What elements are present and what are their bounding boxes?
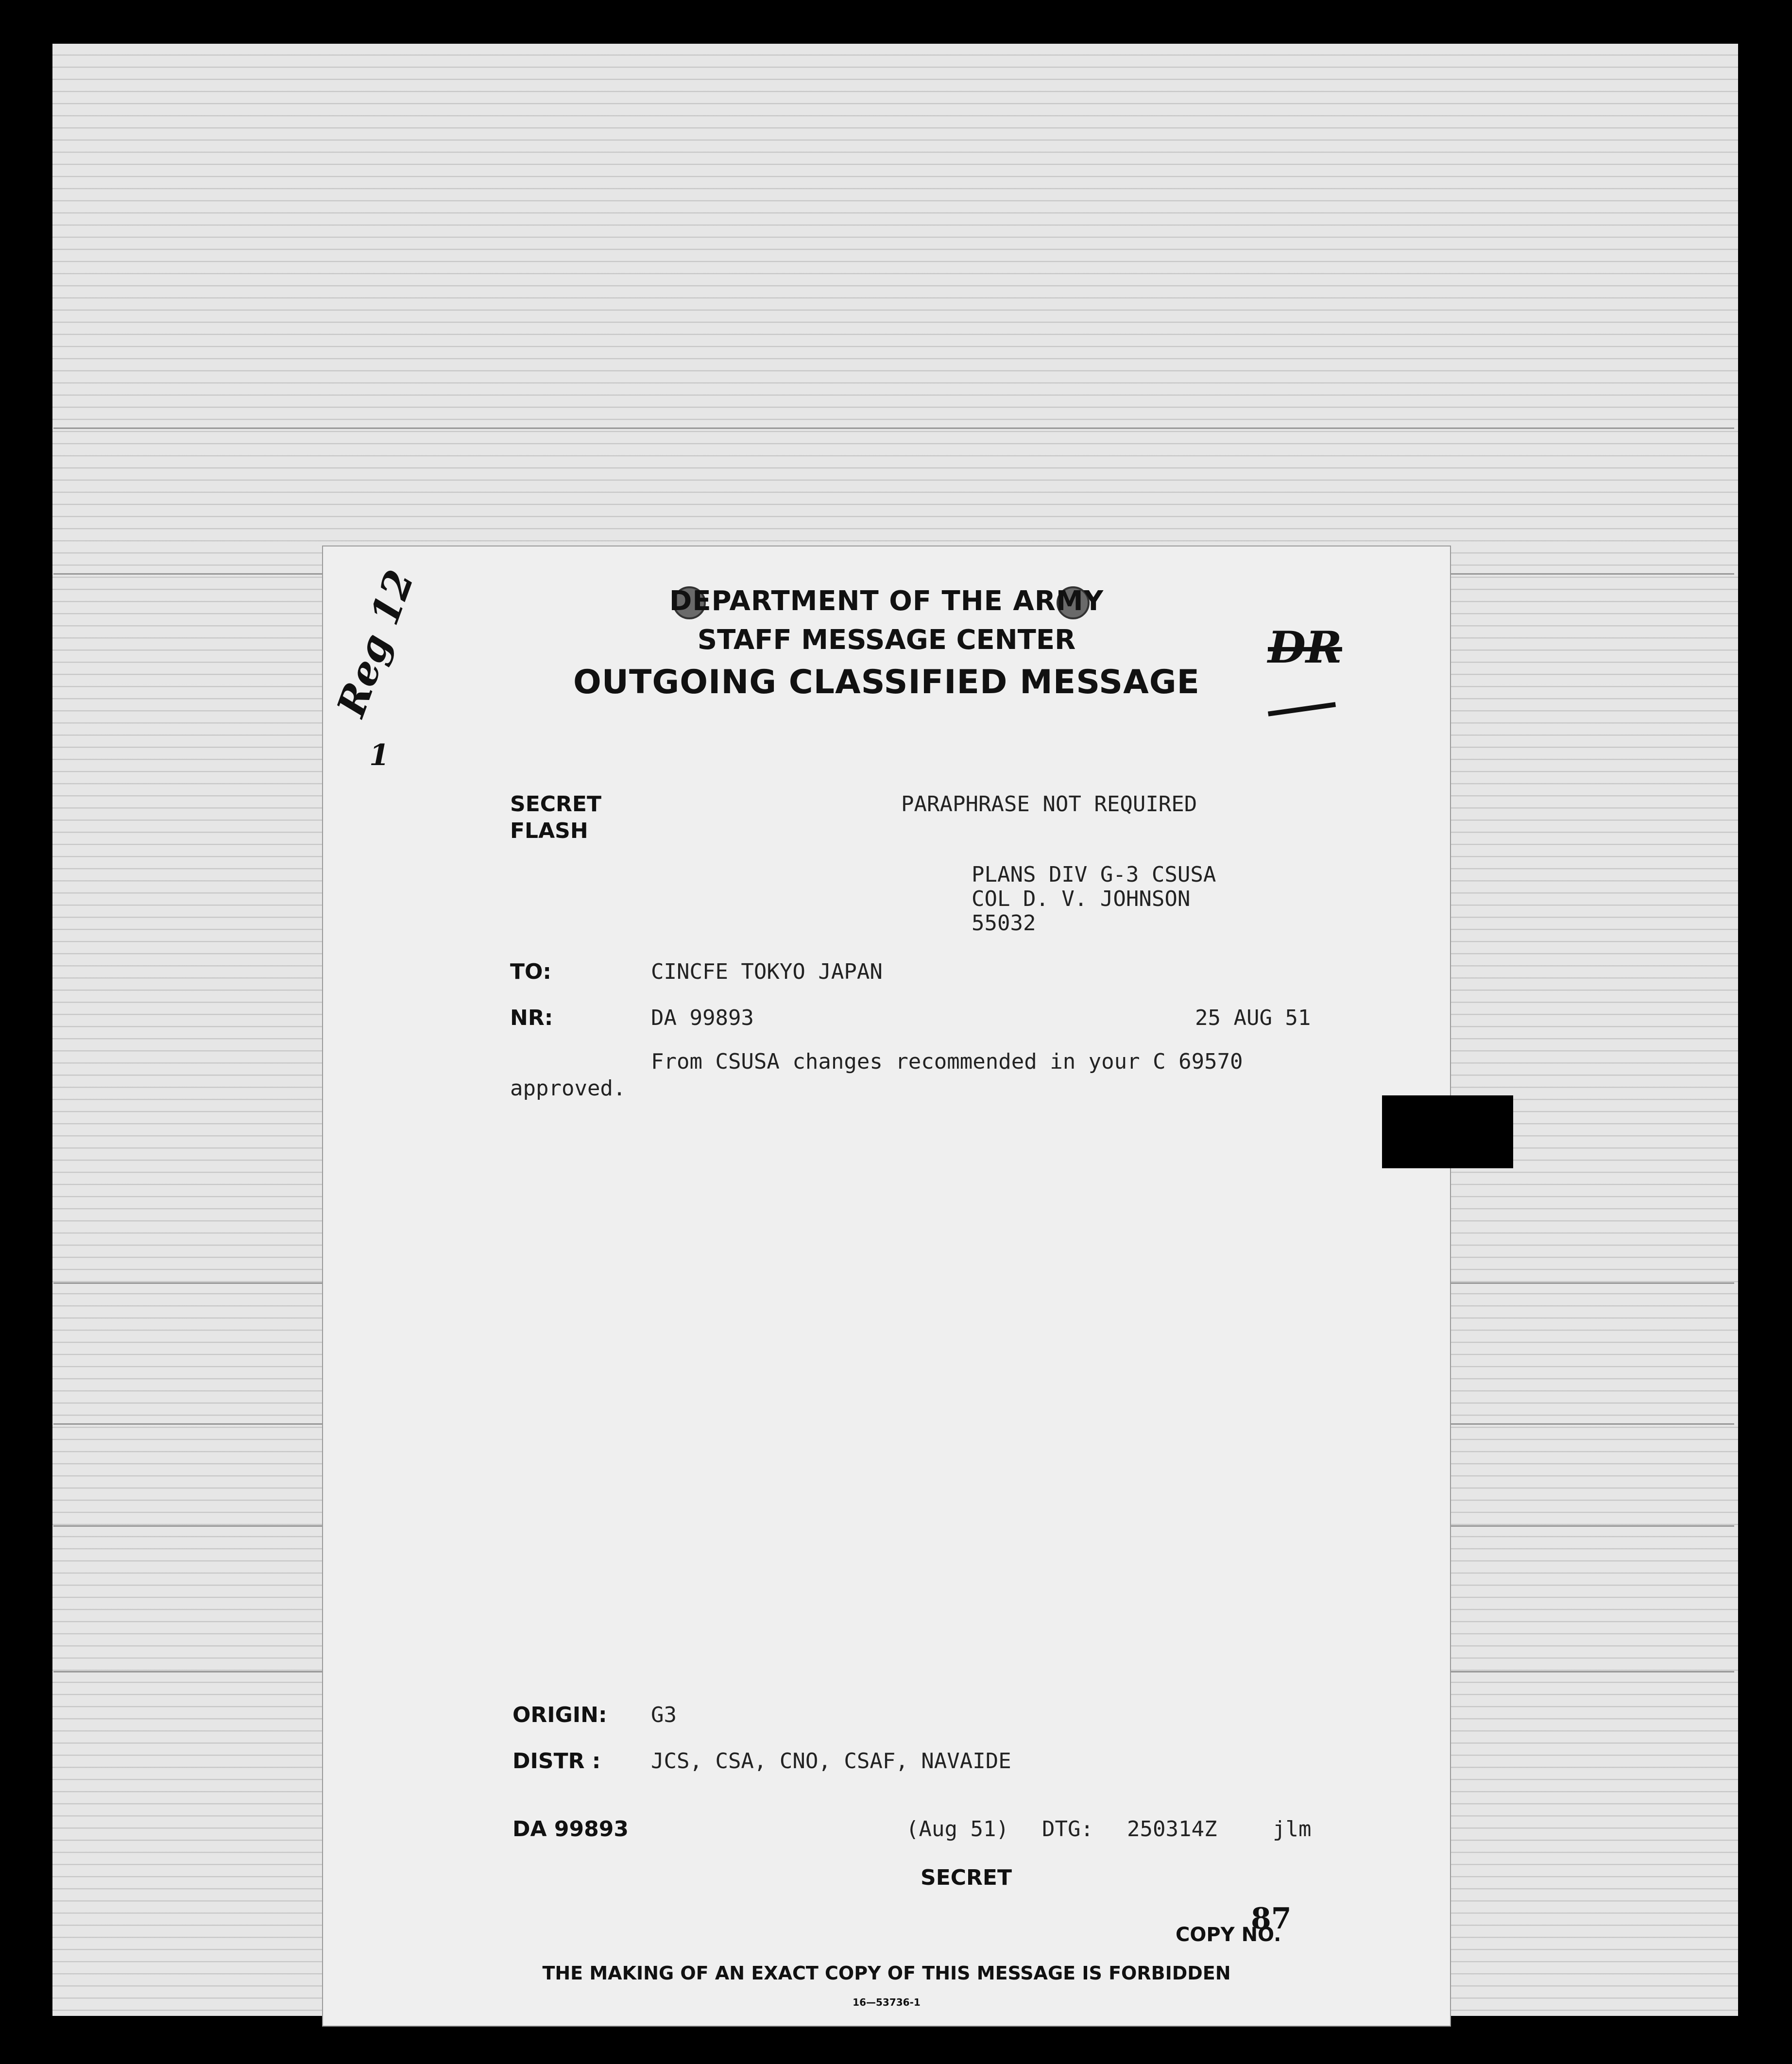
message-date: 25 AUG 51 <box>1195 1006 1311 1030</box>
message-body-line1: From CSUSA changes recommended in your C 69570 <box>651 1049 1243 1074</box>
paraphrase-note: PARAPHRASE NOT REQUIRED <box>901 792 1197 817</box>
nr-value: DA 99893 <box>651 1006 754 1030</box>
originator-phone: 55032 <box>972 911 1036 936</box>
distr-value: JCS, CSA, CNO, CSAF, NAVAIDE <box>651 1749 1011 1774</box>
nr-label: NR: <box>510 1006 553 1030</box>
copy-label: COPY NO. <box>1176 1924 1281 1946</box>
message-form <box>323 546 1450 2026</box>
handwritten-initials: DR <box>1268 622 1342 673</box>
originator-officer: COL D. V. JOHNSON <box>972 887 1191 911</box>
message-body-line2: approved. <box>510 1076 626 1101</box>
precedence: FLASH <box>510 819 588 843</box>
classification-bottom: SECRET <box>921 1865 1012 1890</box>
handwritten-margin-note-2: 1 <box>369 738 390 772</box>
operator-initials: jlm <box>1273 1817 1312 1842</box>
ruling-line <box>53 427 1734 429</box>
header-title: OUTGOING CLASSIFIED MESSAGE <box>573 663 1200 701</box>
header-department: DEPARTMENT OF THE ARMY <box>669 585 1104 617</box>
copy-warning: THE MAKING OF AN EXACT COPY OF THIS MESSAGE IS FORBIDDEN <box>542 1962 1231 1984</box>
handwritten-margin-note: Reg 12 <box>328 564 423 723</box>
origin-label: ORIGIN: <box>512 1703 607 1727</box>
to-value: CINCFE TOKYO JAPAN <box>651 959 883 984</box>
ref-date: (Aug 51) <box>906 1817 1009 1842</box>
dtg-value: 250314Z <box>1127 1817 1217 1842</box>
ref-number: DA 99893 <box>512 1817 629 1842</box>
distr-label: DISTR : <box>512 1749 601 1774</box>
copy-number: 87 <box>1251 1902 1292 1936</box>
classification-top: SECRET <box>510 792 601 817</box>
form-number: 16—53736-1 <box>853 1996 921 2008</box>
originator-office: PLANS DIV G-3 CSUSA <box>972 862 1216 887</box>
header-center: STAFF MESSAGE CENTER <box>697 624 1076 656</box>
origin-value: G3 <box>651 1703 677 1727</box>
handwritten-check <box>1268 702 1336 716</box>
to-label: TO: <box>510 959 552 984</box>
dtg-label: DTG: <box>1042 1817 1093 1842</box>
redaction-tab <box>1382 1095 1513 1168</box>
